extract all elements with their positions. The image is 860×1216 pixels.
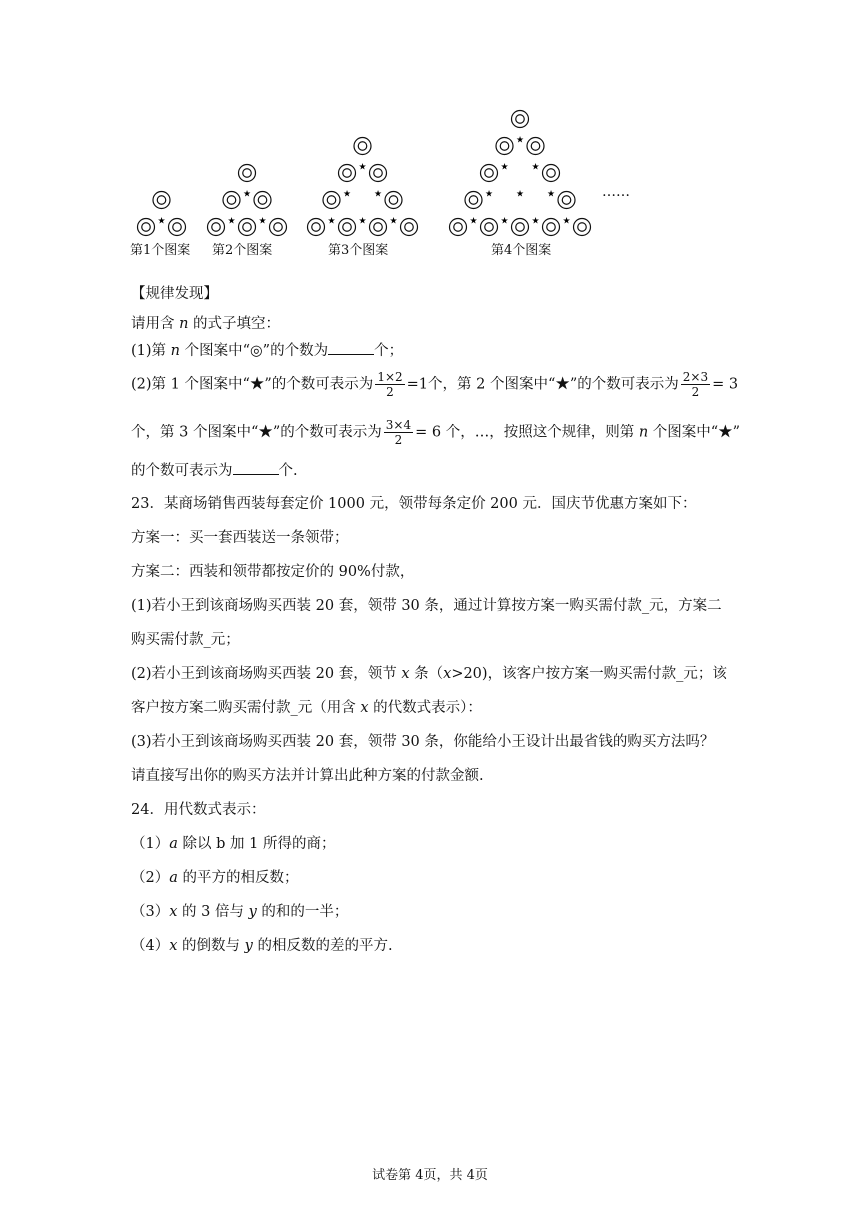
question-2-line-1: (2)第 1 个图案中“★”的个数可表示为 $\frac{1\times 2}{2}$ =1个，第 2 个图案中“★”的个数可表示为 $\frac{2\times 3}{2}$ = 3 [131,370,739,399]
double-circle-icon [481,165,498,182]
double-circle-icon [558,192,575,209]
caption-pattern-3: 第3个图案 [328,243,389,258]
double-circle-icon [339,165,356,182]
star-icon: ★ [469,216,478,227]
caption-pattern-2: 第2个图案 [212,243,273,258]
problem-24-item-4: （4）x 的倒数与 y 的相反数的差的平方. [131,938,393,954]
star-icon: ★ [227,216,236,227]
double-circle-icon [239,165,256,182]
star-icon: ★ [515,189,525,200]
star-icon: ★ [546,189,556,200]
plan-1: 方案一：买一套西装送一条领带； [131,530,349,546]
caption-pattern-4: 第4个图案 [491,243,552,258]
double-circle-icon [543,165,560,182]
problem-23-q2-line-1: (2)若小王到该商场购买西装 20 套，领节 x 条（x>20)，该客户按方案一购买需付款_元；该 [131,666,727,682]
double-circle-icon [169,219,186,236]
star-icon: ★ [562,216,571,227]
fraction-3: $\frac{3\times 4}{2}$ [385,418,412,447]
double-circle-icon [512,111,529,128]
double-circle-icon [512,219,529,236]
problem-23-q1-line-2: 购买需付款_元； [131,632,240,648]
double-circle-icon [496,138,513,155]
double-circle-icon [370,165,387,182]
double-circle-icon [339,219,356,236]
problem-24-item-1: （1）a 除以 b 加 1 所得的商； [131,836,336,852]
star-icon: ★ [500,216,509,227]
double-circle-icon [308,219,325,236]
problem-24-item-3: （3）x 的 3 倍与 y 的和的一半； [131,904,349,920]
star-icon: ★ [358,216,367,227]
problem-24-item-2: （2）a 的平方的相反数； [131,870,299,886]
fraction-1: $\frac{1\times 2}{2}$ [377,370,403,399]
star-icon: ★ [389,216,398,227]
problem-24-title: 24．用代数式表示： [131,802,266,818]
problem-23-q3-line-2: 请直接写出你的购买方法并计算出此种方案的付款金额. [131,768,484,784]
pattern-figure [126,100,666,265]
section-heading: 【规律发现】 [131,286,218,302]
pattern-drawing [126,100,666,265]
star-icon: ★ [373,189,383,200]
double-circle-icon [543,219,560,236]
star-icon: ★ [484,189,494,200]
star-icon: ★ [258,216,267,227]
double-circle-icon [270,219,287,236]
answer-blank [328,340,374,355]
problem-23-q3-line-1: (3)若小王到该商场购买西装 20 套，领带 30 条，你能给小王设计出最省钱的购买方法吗？ [131,734,715,750]
double-circle-icon [574,219,591,236]
star-icon: ★ [342,189,352,200]
double-circle-icon [138,219,155,236]
problem-23-title: 23．某商场销售西装每套定价 1000 元，领带每条定价 200 元．国庆节优惠方案如下： [131,496,697,512]
double-circle-icon [481,219,498,236]
star-icon: ★ [500,162,509,173]
double-circle-icon [401,219,418,236]
page-footer: 试卷第 4页，共 4页 [372,1168,488,1183]
question-2-line-2: 个，第 3 个图案中“★”的个数可表示为 $\frac{3\times 4}{2}$ = 6 个，…，按照这个规律，则第 n 个图案中“★” [131,418,741,447]
star-icon: ★ [242,189,252,200]
double-circle-icon [527,138,544,155]
star-icon: ★ [327,216,336,227]
double-circle-icon [223,192,240,209]
double-circle-icon [323,192,340,209]
answer-blank [233,460,279,475]
fraction-2: $\frac{2\times 3}{2}$ [682,370,709,399]
double-circle-icon [450,219,467,236]
plan-2: 方案二：西装和领带都按定价的 90%付款， [131,564,415,580]
double-circle-icon [239,219,256,236]
double-circle-icon [385,192,402,209]
double-circle-icon [370,219,387,236]
double-circle-icon [208,219,225,236]
question-1: (1)第 n 个图案中“◎”的个数为 个； [131,340,403,361]
ellipsis: …… [602,184,630,200]
star-icon: ★ [157,216,166,227]
question-2-line-3: 的个数可表示为 个. [131,460,298,481]
double-circle-icon [465,192,482,209]
intro-line: 请用含 n 的式子填空： [131,316,281,332]
double-circle-icon [254,192,271,209]
star-icon: ★ [531,216,540,227]
caption-pattern-1: 第1个图案 [130,243,191,258]
double-circle-icon [354,138,371,155]
star-icon: ★ [531,162,540,173]
problem-23-q2-line-2: 客户按方案二购买需付款_元（用含 x 的代数式表示）： [131,700,482,716]
star-icon: ★ [358,162,367,173]
star-icon: ★ [515,135,525,146]
problem-23-q1-line-1: (1)若小王到该商场购买西装 20 套，领带 30 条，通过计算按方案一购买需付款_元，方案二 [131,598,722,614]
double-circle-icon [153,192,170,209]
